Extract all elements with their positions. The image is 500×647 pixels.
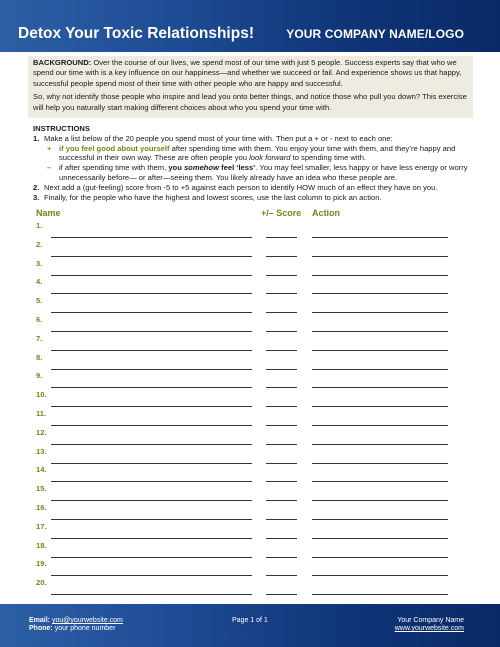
column-header-action: Action: [312, 208, 340, 218]
minus-emphasis-italic: somehow: [183, 163, 219, 173]
row-number: 20.: [36, 578, 47, 588]
table-row: [0, 389, 500, 407]
row-number: 1.: [36, 221, 43, 230]
row-number: 11.: [36, 409, 47, 418]
background-paragraph-1: [33, 58, 470, 89]
table-row: [0, 577, 500, 595]
email-link[interactable]: you@yourwebsite.com: [51, 617, 123, 624]
table-row: [0, 239, 500, 257]
background-text: Over the course of our lives, we spend most of our time with just 5 people. Success experts say that who we spend our time with is a key influence on our happiness—and whether we succeed or fail. And experience shows us that happy, successful people spend most of their time with other people who are happy and successful.: [33, 58, 462, 88]
phone-label: Phone:: [29, 625, 53, 633]
row-number: 16.: [36, 503, 47, 512]
step-number: 2.: [33, 182, 40, 192]
phone-number: your phone number: [54, 625, 116, 633]
plus-end: to spending time with.: [290, 153, 367, 163]
plus-italic: look forward: [249, 153, 291, 163]
table-row: [0, 370, 500, 388]
minus-emphasis: you: [168, 163, 184, 173]
action-line[interactable]: [312, 594, 448, 595]
row-number: 8.: [36, 352, 43, 362]
table-row: [0, 558, 500, 576]
row-number: 19.: [36, 559, 47, 569]
instruction-minus: [33, 163, 473, 183]
plus-emphasis: if you feel good about yourself: [59, 143, 170, 153]
row-number: 13.: [36, 446, 47, 456]
step-text: Finally, for the people who have the highest and lowest scores, use the last column to pick an action.: [44, 192, 382, 202]
plus-symbol: +: [47, 143, 52, 153]
minus-emphasis-end: feel ‘less’: [218, 163, 256, 173]
row-number: 17.: [36, 521, 47, 531]
background-box: [28, 56, 473, 118]
table-row: [0, 258, 500, 276]
column-header-name: Name: [36, 208, 61, 218]
background-label: BACKGROUND:: [33, 58, 92, 67]
background-paragraph-2: So, why not identify those people who inspire and lead you onto better things, and notice those who pull you down? This exercise will help you naturally start making different choices about who you spend your time with.: [33, 92, 467, 112]
row-number: 9.: [36, 371, 43, 381]
footer-banner: [0, 604, 500, 647]
row-number: 2.: [36, 239, 43, 249]
header-banner: [0, 0, 500, 52]
page-number: Page 1 of 1: [232, 617, 268, 624]
company-logo-text: YOUR COMPANY NAME/LOGO: [286, 27, 464, 41]
footer-company: [395, 617, 464, 634]
score-line[interactable]: [266, 594, 297, 595]
name-line[interactable]: [51, 594, 252, 595]
row-number: 6.: [36, 315, 43, 324]
row-number: 10.: [36, 390, 47, 400]
row-number: 7.: [36, 333, 43, 343]
table-row: [0, 540, 500, 558]
table-row: [0, 408, 500, 426]
email-label: Email:: [29, 617, 51, 624]
instructions-heading: INSTRUCTIONS: [33, 124, 90, 133]
website-link[interactable]: www.yourwebsite.com: [394, 625, 464, 633]
table-row: [0, 295, 500, 313]
row-number: 14.: [36, 465, 47, 475]
instruction-step-3: [33, 193, 473, 203]
minus-intro: if after spending time with them,: [59, 163, 169, 173]
footer-contact: [29, 617, 123, 634]
table-row: [0, 276, 500, 294]
step-text: Next add a (gut-feeling) score from -5 to +5 against each person to identify HOW much of an effect they have on you.: [44, 182, 438, 192]
row-number: 12.: [36, 427, 47, 437]
table-row: [0, 427, 500, 445]
step-number: 3.: [33, 192, 40, 202]
row-number: 4.: [36, 277, 43, 287]
instruction-plus: [33, 144, 473, 164]
row-number: 15.: [36, 484, 47, 494]
row-number: 18.: [36, 540, 47, 550]
table-row: [0, 502, 500, 520]
instruction-step-2: [33, 183, 473, 193]
table-row: [0, 483, 500, 501]
minus-symbol: –: [47, 163, 52, 173]
footer-company-name: Your Company Name: [397, 617, 464, 624]
instruction-step-1: [33, 134, 473, 144]
step-number: 1.: [33, 133, 40, 143]
row-number: 5.: [36, 296, 43, 306]
minus-text: . You may feel smaller, less happy or have less energy or worry unnecessarily before— or after—seeing them. You likely already have an idea who these people are.: [59, 163, 468, 182]
table-row: [0, 352, 500, 370]
page-title: Detox Your Toxic Relationships!: [18, 25, 254, 42]
table-row: [0, 333, 500, 351]
instructions-section: [33, 124, 473, 202]
table-row: [0, 521, 500, 539]
plus-text: after spending time with them. You enjoy your time with them, and they’re happy and successful in their own way. These are often people you: [59, 143, 456, 163]
table-row: [0, 464, 500, 482]
step-text: Make a list below of the 20 people you spend most of your time with. Then put a + or - next to each one:: [44, 133, 393, 143]
row-number: 3.: [36, 258, 43, 268]
table-row: [0, 446, 500, 464]
table-row: [0, 314, 500, 332]
column-header-score: +/– Score: [261, 208, 302, 218]
table-row: [0, 220, 500, 238]
